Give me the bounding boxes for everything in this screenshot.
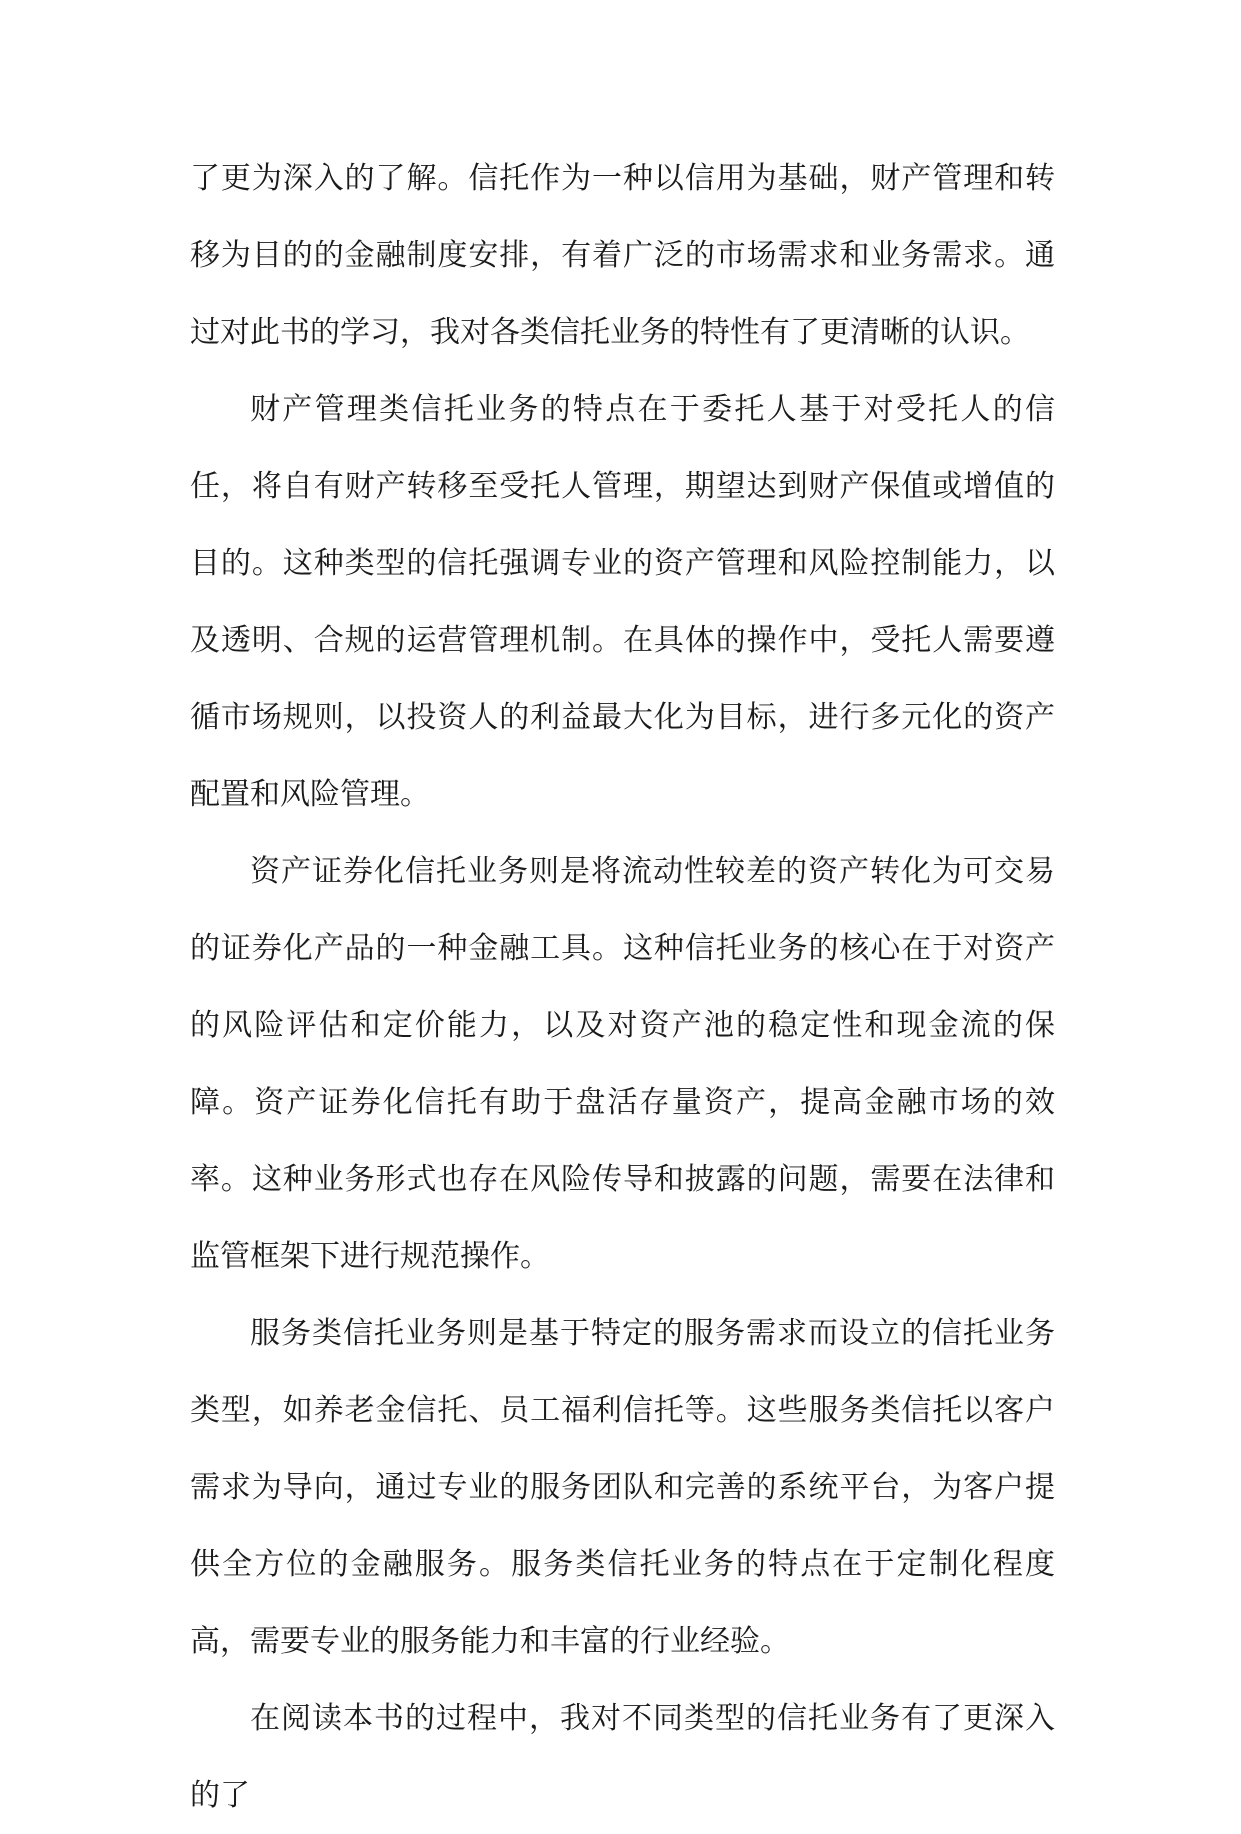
paragraph-1: 了更为深入的了解。信托作为一种以信用为基础，财产管理和转移为目的的金融制度安排，有着广泛的市场需求和业务需求。通过对此书的学习，我对各类信托业务的特性有了更清晰的认识。 (190, 161, 1055, 350)
paragraph-5: 在阅读本书的过程中，我对不同类型的信托业务有了更深入的了 (190, 1701, 1055, 1813)
paragraph-4: 服务类信托业务则是基于特定的服务需求而设立的信托业务类型，如养老金信托、员工福利信托等。这些服务类信托以客户需求为导向，通过专业的服务团队和完善的系统平台，为客户提供全方位的金融服务。服务类信托业务的特点在于定制化程度高，需要专业的服务能力和丰富的行业经验。 (190, 1316, 1055, 1659)
paragraph-2: 财产管理类信托业务的特点在于委托人基于对受托人的信任，将自有财产转移至受托人管理，期望达到财产保值或增值的目的。这种类型的信托强调专业的资产管理和风险控制能力，以及透明、合规的运营管理机制。在具体的操作中，受托人需要遵循市场规则，以投资人的利益最大化为目标，进行多元化的资产配置和风险管理。 (190, 392, 1055, 812)
paragraph-3: 资产证券化信托业务则是将流动性较差的资产转化为可交易的证券化产品的一种金融工具。这种信托业务的核心在于对资产的风险评估和定价能力，以及对资产池的稳定性和现金流的保障。资产证券化信托有助于盘活存量资产，提高金融市场的效率。这种业务形式也存在风险传导和披露的问题，需要在法律和监管框架下进行规范操作。 (190, 854, 1055, 1274)
body-text (190, 140, 1055, 1834)
